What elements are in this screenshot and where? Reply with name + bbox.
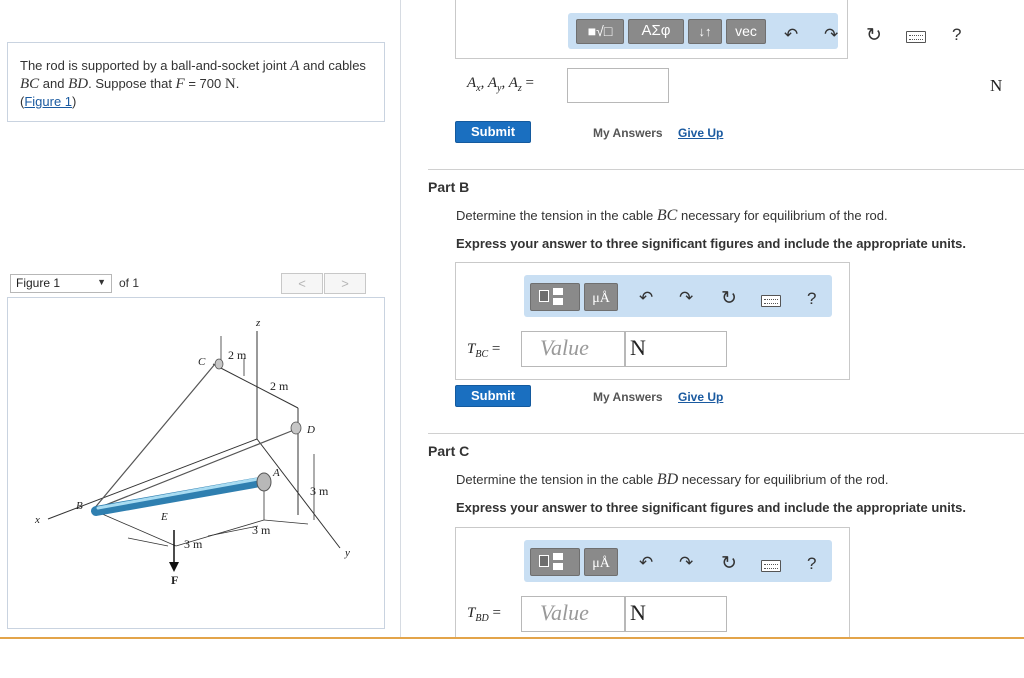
next-figure-button[interactable]: > <box>324 273 366 294</box>
undo-icon[interactable]: ↶ <box>639 288 654 307</box>
part-c-title: Part C <box>428 443 470 459</box>
redo-icon[interactable]: ↷ <box>679 288 694 307</box>
templates-button[interactable] <box>530 548 580 576</box>
part-c-unit-input[interactable]: N <box>625 596 727 632</box>
label-z: z <box>256 317 261 329</box>
var-f: F <box>175 76 185 92</box>
problem-text: . <box>235 76 240 91</box>
part-c-value-input[interactable]: Value <box>521 596 625 632</box>
subscript-button[interactable]: ↓↑ <box>688 19 722 44</box>
part-b-title: Part B <box>428 179 470 195</box>
unit-n: N <box>224 76 236 92</box>
label-c: C <box>198 356 206 368</box>
part-a-give-up-link[interactable]: Give Up <box>678 126 724 140</box>
part-c-description <box>456 471 889 489</box>
vec-button[interactable]: vec <box>726 19 766 44</box>
undo-icon[interactable]: ↶ <box>784 25 799 44</box>
keyboard-icon[interactable] <box>761 295 781 307</box>
problem-text: = 700 <box>184 76 225 91</box>
bottom-rule <box>0 637 1024 639</box>
label-a-x: A <box>467 75 477 91</box>
figure-link[interactable]: Figure 1 <box>24 94 73 109</box>
dim-3m-right: 3 m <box>310 484 329 498</box>
sub-bd: BD <box>475 613 489 624</box>
equals-sign: = <box>492 605 501 621</box>
label-a-y: A <box>487 75 498 91</box>
greek-symbols-button[interactable]: AΣφ <box>628 19 684 44</box>
sub-bc: BC <box>475 349 489 360</box>
anchor-d <box>291 422 301 434</box>
label-a: A <box>273 467 280 479</box>
dim-line <box>128 538 168 546</box>
chevron-down-icon: ▼ <box>97 277 106 287</box>
redo-icon[interactable]: ↷ <box>824 25 839 44</box>
part-b-description <box>456 207 888 225</box>
part-b-divider <box>428 169 1024 170</box>
ball-socket-a <box>257 473 271 491</box>
desc-var: BC <box>656 207 678 224</box>
help-icon[interactable]: ? <box>807 554 817 573</box>
problem-text: and <box>39 76 69 91</box>
redo-icon[interactable]: ↷ <box>679 553 694 572</box>
part-a-my-answers-link[interactable]: My Answers <box>593 126 663 140</box>
var-bd: BD <box>68 76 89 92</box>
undo-icon[interactable]: ↶ <box>639 553 654 572</box>
label-a-z: A <box>508 75 518 91</box>
equals-sign: = <box>525 75 535 91</box>
figure-select[interactable] <box>10 274 112 293</box>
floor-line <box>264 520 308 524</box>
dim-3m-bottom-left: 3 m <box>184 537 203 551</box>
var-a: A <box>290 58 300 74</box>
reset-icon[interactable]: ↻ <box>721 288 737 309</box>
dim-2m-top: 2 m <box>228 348 247 362</box>
part-b-value-input[interactable]: Value <box>521 331 625 367</box>
paren: ) <box>72 94 77 109</box>
problem-text: and cables <box>299 58 366 73</box>
keyboard-icon[interactable] <box>761 560 781 572</box>
desc-text: Determine the tension in the cable <box>456 472 657 487</box>
reset-icon[interactable]: ↻ <box>721 553 737 574</box>
part-b-give-up-link[interactable]: Give Up <box>678 390 724 404</box>
problem-text: . Suppose that <box>88 76 176 91</box>
part-a-unit: N <box>990 76 1003 95</box>
keyboard-icon[interactable] <box>906 31 926 43</box>
right-pane <box>401 0 1024 637</box>
part-b-label <box>467 341 500 360</box>
problem-statement <box>7 42 385 122</box>
sub-y: y <box>497 83 502 94</box>
equals-sign: = <box>491 341 501 357</box>
problem-text: The rod is supported by a ball-and-socket joint <box>20 58 291 73</box>
label-y: y <box>345 547 350 559</box>
dim-line <box>208 526 258 536</box>
part-a-submit-button[interactable]: Submit <box>455 121 531 143</box>
desc-text: necessary for equilibrium of the rod. <box>678 472 889 487</box>
label-t: T <box>467 341 476 357</box>
left-pane <box>0 0 400 637</box>
units-button[interactable]: μÅ <box>584 283 618 311</box>
label-d: D <box>307 424 315 436</box>
sub-x: x <box>476 83 481 94</box>
figure-count: of 1 <box>119 276 140 290</box>
fraction-sqrt-button[interactable]: ■√□ <box>576 19 624 44</box>
units-button[interactable]: μÅ <box>584 548 618 576</box>
desc-var: BD <box>656 471 679 488</box>
part-b-submit-button[interactable]: Submit <box>455 385 531 407</box>
sub-z: z <box>517 83 522 94</box>
rod-figure <box>8 298 384 628</box>
label-b: B <box>76 500 83 512</box>
part-b-unit-input[interactable]: N <box>625 331 727 367</box>
part-a-label: $A_x$, $A_y$, $A_z$ = <box>467 75 535 94</box>
label-e: E <box>161 511 168 523</box>
rod <box>96 482 260 511</box>
prev-figure-button[interactable]: < <box>281 273 323 294</box>
help-icon[interactable]: ? <box>807 289 817 308</box>
figure-frame <box>7 297 385 629</box>
help-icon[interactable]: ? <box>952 25 962 44</box>
force-f-arrowhead <box>169 562 179 572</box>
templates-button[interactable] <box>530 283 580 311</box>
figure-toolbar <box>7 273 385 295</box>
part-c-label <box>467 605 501 624</box>
rod-highlight <box>98 479 258 508</box>
part-a-input[interactable] <box>567 68 669 103</box>
part-c-instruction: Express your answer to three significant figures and include the appropriate units. <box>456 500 966 515</box>
part-b-instruction: Express your answer to three significant figures and include the appropriate units. <box>456 236 966 251</box>
part-c-divider <box>428 433 1024 434</box>
part-b-my-answers-link[interactable]: My Answers <box>593 390 663 404</box>
desc-text: Determine the tension in the cable <box>456 208 657 223</box>
var-bc: BC <box>20 76 40 92</box>
reset-icon[interactable]: ↻ <box>866 25 882 46</box>
desc-text: necessary for equilibrium of the rod. <box>677 208 888 223</box>
dim-2m-mid: 2 m <box>270 379 289 393</box>
anchor-c <box>215 359 223 369</box>
paren: ( <box>20 94 25 109</box>
label-t: T <box>467 605 476 621</box>
figure-select-value: Figure 1 <box>16 276 61 290</box>
label-x: x <box>35 514 40 526</box>
dim-3m-bottom-right: 3 m <box>252 523 271 537</box>
cable-bc <box>93 364 215 510</box>
label-f: F <box>171 573 179 587</box>
